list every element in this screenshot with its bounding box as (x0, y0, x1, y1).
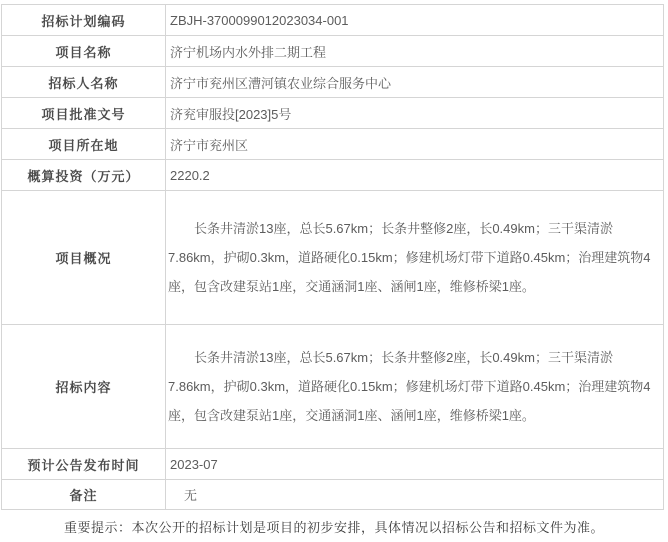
project-name-label: 项目名称 (2, 36, 166, 67)
row-remarks (2, 480, 664, 510)
tender-content-value: 长条井清淤13座，总长5.67km；长条井整修2座，长0.49km；三干渠清淤7.86km，护砌0.3km，道路硬化0.15km；修建机场灯带下道路0.45km；治理建筑物4座，包含改建泵站1座，交通涵洞1座、涵闸1座，维修桥梁1座。 (166, 325, 664, 449)
tender-content-label: 招标内容 (2, 325, 166, 449)
row-plan-code (2, 5, 664, 36)
estimated-investment-label: 概算投资（万元） (2, 160, 166, 191)
plan-code-label: 招标计划编码 (2, 5, 166, 36)
tender-plan-table (1, 4, 664, 510)
estimated-investment-value: 2220.2 (166, 160, 664, 191)
approval-number-label: 项目批准文号 (2, 98, 166, 129)
plan-code-value: ZBJH-3700099012023034-001 (166, 5, 664, 36)
tenderer-name-value: 济宁市兖州区漕河镇农业综合服务中心 (166, 67, 664, 98)
row-project-overview (2, 191, 664, 325)
project-overview-label: 项目概况 (2, 191, 166, 325)
important-notice: 重要提示：本次公开的招标计划是项目的初步安排，具体情况以招标公告和招标文件为准。 (63, 520, 604, 535)
project-location-label: 项目所在地 (2, 129, 166, 160)
remarks-label: 备注 (2, 480, 166, 510)
row-project-location (2, 129, 664, 160)
row-project-name (2, 36, 664, 67)
approval-number-value: 济兖审服投[2023]5号 (166, 98, 664, 129)
tenderer-name-label: 招标人名称 (2, 67, 166, 98)
row-estimated-investment (2, 160, 664, 191)
project-location-value: 济宁市兖州区 (166, 129, 664, 160)
row-tenderer-name (2, 67, 664, 98)
expected-announce-time-value: 2023-07 (166, 449, 664, 480)
project-name-value: 济宁机场内水外排二期工程 (166, 36, 664, 67)
remarks-value: 无 (166, 480, 664, 510)
row-approval-number (2, 98, 664, 129)
row-tender-content (2, 325, 664, 449)
project-overview-value: 长条井清淤13座，总长5.67km；长条井整修2座，长0.49km；三干渠清淤7.86km，护砌0.3km，道路硬化0.15km；修建机场灯带下道路0.45km；治理建筑物4座，包含改建泵站1座，交通涵洞1座、涵闸1座，维修桥梁1座。 (166, 191, 664, 325)
row-expected-announce-time (2, 449, 664, 480)
expected-announce-time-label: 预计公告发布时间 (2, 449, 166, 480)
